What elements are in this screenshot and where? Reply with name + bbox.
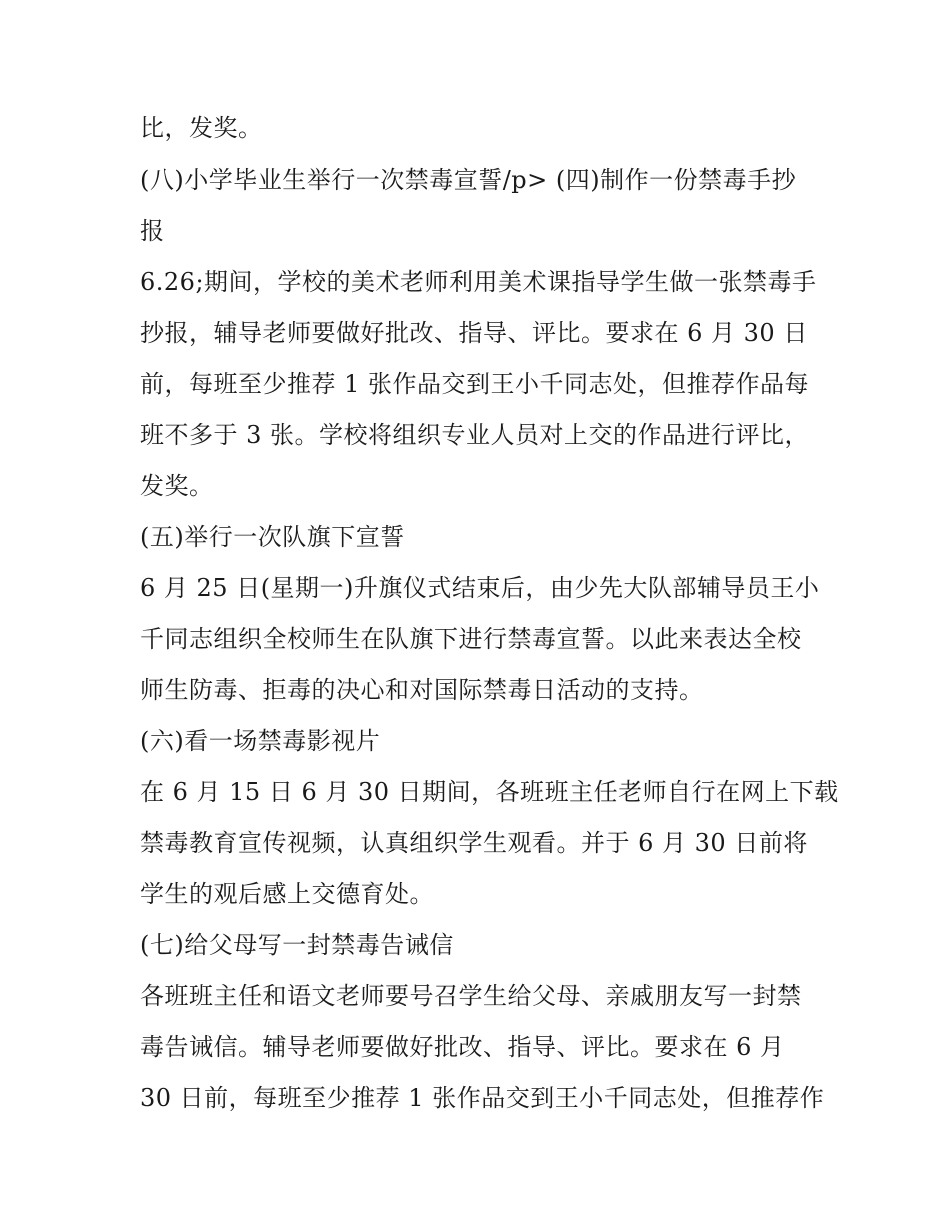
text-line: 前，每班至少推荐 1 张作品交到王小千同志处，但推荐作品每 — [140, 370, 810, 398]
text-line: 千同志组织全校师生在队旗下进行禁毒宣誓。以此来表达全校 — [140, 625, 802, 653]
text-line: 30 日前，每班至少推荐 1 张作品交到王小千同志处，但推荐作 — [140, 1084, 825, 1112]
section-heading: (六)看一场禁毒影视片 — [140, 727, 381, 755]
text-line: 毒告诫信。辅导老师要做好批改、指导、评比。要求在 6 月 — [140, 1033, 785, 1061]
text-line: 发奖。 — [140, 472, 214, 500]
text-line: 师生防毒、拒毒的决心和对国际禁毒日活动的支持。 — [140, 676, 704, 704]
text-line: 抄报，辅导老师要做好批改、指导、评比。要求在 6 月 30 日 — [140, 319, 808, 347]
text-line: 在 6 月 15 日 6 月 30 日期间，各班班主任老师自行在网上下载 — [140, 778, 839, 806]
section-heading: (五)举行一次队旗下宣誓 — [140, 523, 405, 551]
text-line: 各班班主任和语文老师要号召学生给父母、亲戚朋友写一封禁 — [140, 982, 802, 1010]
section-heading: (七)给父母写一封禁毒告诫信 — [140, 931, 454, 959]
text-line: 比，发奖。 — [140, 114, 263, 142]
text-line: 报 — [140, 217, 165, 245]
text-line: 学生的观后感上交德育处。 — [140, 880, 434, 908]
text-line: 6 月 25 日(星期一)升旗仪式结束后，由少先大队部辅导员王小 — [140, 574, 820, 602]
text-line: 6.26;期间，学校的美术老师利用美术课指导学生做一张禁毒手 — [140, 268, 817, 296]
text-line: 班不多于 3 张。学校将组织专业人员对上交的作品进行评比， — [140, 421, 810, 449]
section-heading: (八)小学毕业生举行一次禁毒宣誓/p> (四)制作一份禁毒手抄 — [140, 166, 797, 194]
text-line: 禁毒教育宣传视频，认真组织学生观看。并于 6 月 30 日前将 — [140, 829, 808, 857]
